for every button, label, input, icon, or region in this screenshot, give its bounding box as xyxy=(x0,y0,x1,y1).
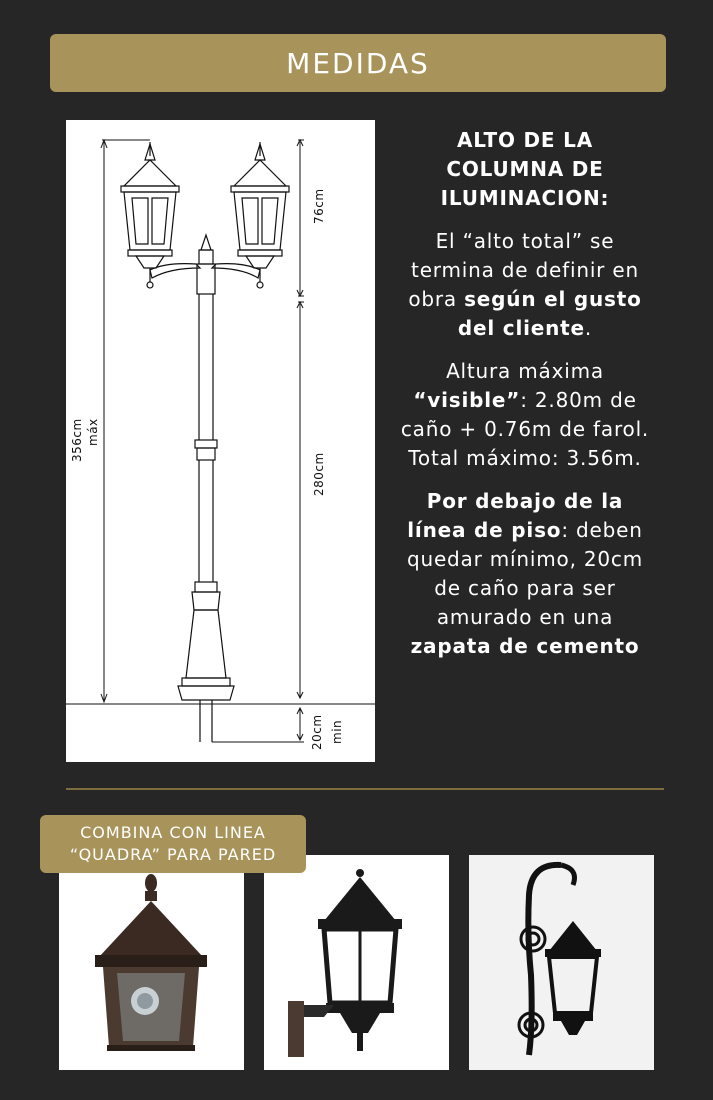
wall-lantern-1-image xyxy=(59,855,244,1070)
dim-total-max: 356cm xyxy=(70,418,84,462)
height-info xyxy=(395,126,655,675)
info-p2-total: Total máximo: 3.56m. xyxy=(408,446,642,470)
dim-total-max-note: máx xyxy=(86,418,100,446)
info-paragraph-1 xyxy=(395,227,655,343)
info-p1-end: . xyxy=(584,316,593,340)
wall-lantern-2-image xyxy=(264,855,449,1070)
medidas-banner xyxy=(50,34,666,92)
dimension-diagram xyxy=(66,120,375,762)
info-p3-text: : deben quedar mínimo, 20cm de caño para ser amurado en una xyxy=(406,518,644,629)
section-divider xyxy=(66,788,664,790)
combo-badge xyxy=(40,815,306,873)
dim-buried-note: min xyxy=(330,719,344,744)
info-p3-bold: Por debajo de la línea de piso xyxy=(407,489,624,542)
dim-pole-height: 280cm xyxy=(312,452,326,496)
combo-line-2: “QUADRA” PARA PARED xyxy=(69,845,277,864)
info-heading: ALTO DE LA COLUMNA DE ILUMINACION: xyxy=(440,128,610,210)
streetlight-drawing xyxy=(66,120,375,762)
dim-lamp-height: 76cm xyxy=(312,188,326,224)
info-p2-text: Altura máxima xyxy=(446,359,604,383)
dim-buried: 20cm xyxy=(310,714,324,750)
info-p2-bold: “visible” xyxy=(413,388,521,412)
wall-lantern-3-image xyxy=(469,855,654,1070)
wall-lantern-photo-2 xyxy=(264,855,449,1070)
info-paragraph-3 xyxy=(395,487,655,661)
info-p1-bold: según el gusto del cliente xyxy=(457,287,642,340)
page-title: MEDIDAS xyxy=(286,46,430,80)
wall-lantern-photo-1 xyxy=(59,855,244,1070)
info-p1-text: El “alto total” se termina de definir en obra xyxy=(408,229,639,311)
right-lantern xyxy=(231,142,289,288)
combo-line-1: COMBINA CON LINEA xyxy=(80,823,266,842)
info-paragraph-2 xyxy=(395,357,655,473)
info-p2-end: : 2.80m de caño + 0.76m de farol. xyxy=(400,388,650,441)
left-lantern xyxy=(121,142,179,288)
info-p3-bold-end: zapata de cemento xyxy=(410,634,640,658)
wall-lantern-photo-3 xyxy=(469,855,654,1070)
